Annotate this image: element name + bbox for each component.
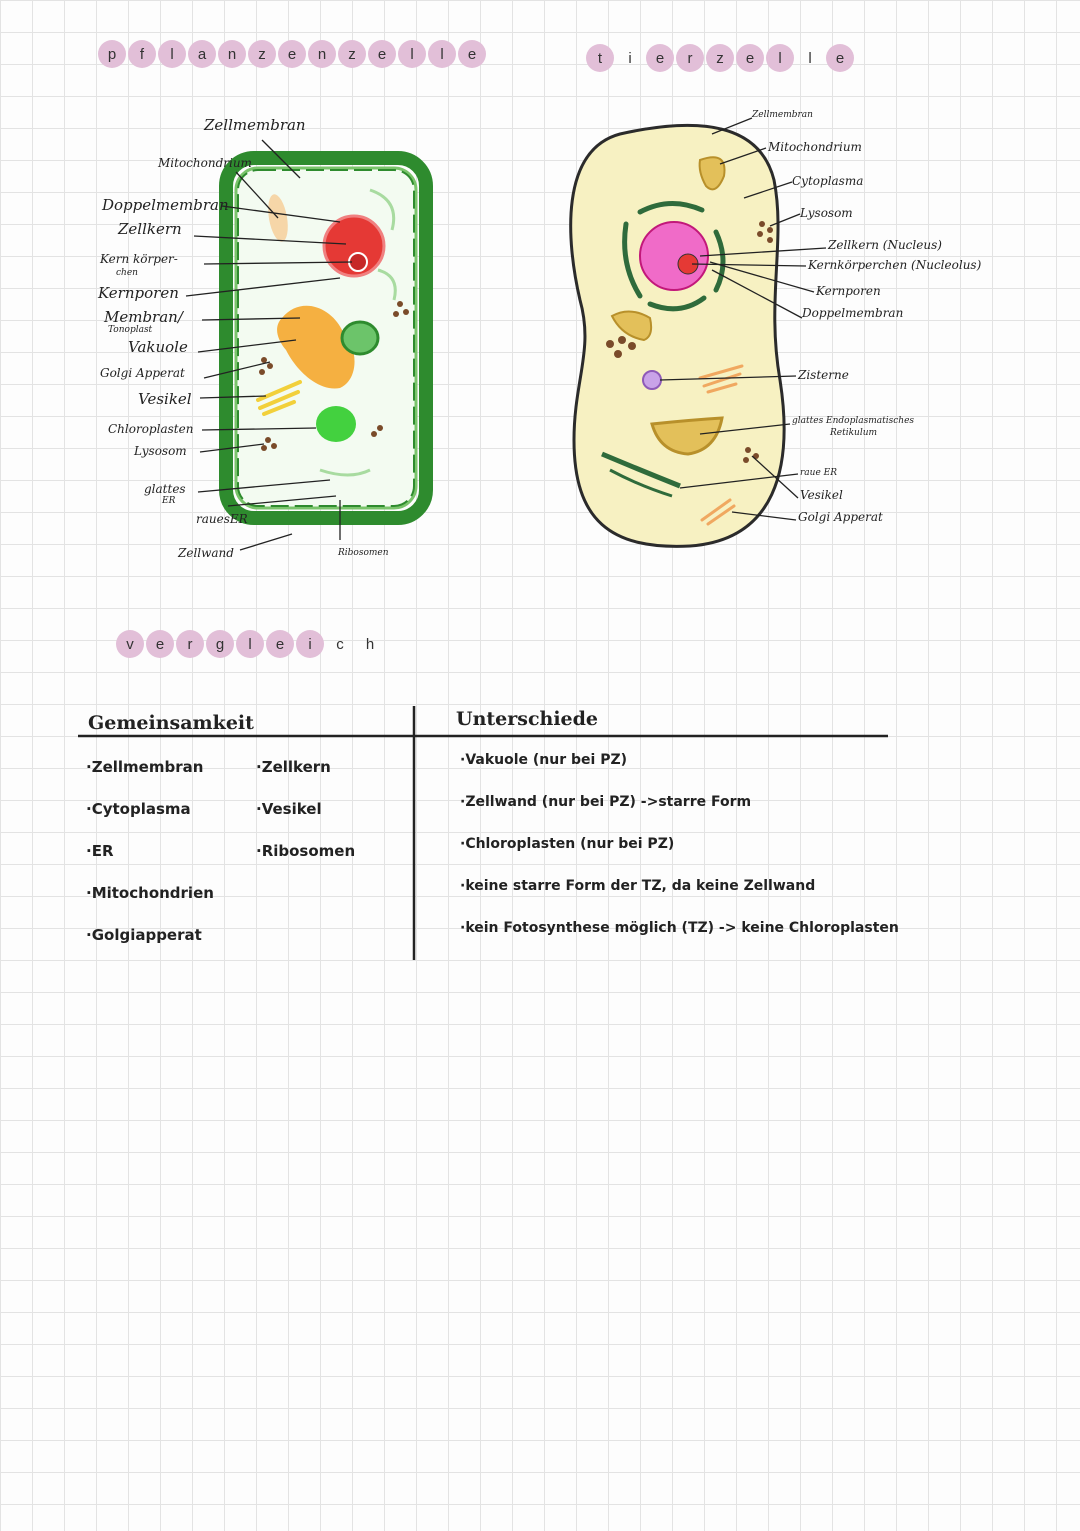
table-header-unterschiede: Unterschiede bbox=[456, 708, 599, 730]
plant-chloroplast bbox=[342, 322, 378, 354]
plant-label-kernkoerperchen: Kern körper- bbox=[100, 252, 178, 266]
animal-label-kernkoerperchen: Kernkörperchen (Nucleolus) bbox=[808, 258, 982, 272]
animal-label-zellkern: Zellkern (Nucleus) bbox=[828, 238, 942, 252]
title-animal-letter: e bbox=[646, 44, 674, 72]
plant-label-chloroplasten: Chloroplasten bbox=[108, 422, 194, 436]
plant-label-tonoplast: Tonoplast bbox=[108, 325, 153, 335]
difference-item: ·Chloroplasten (nur bei PZ) bbox=[460, 836, 675, 852]
animal-label-lysosom: Lysosom bbox=[800, 206, 853, 220]
title-plant-letter: n bbox=[218, 40, 246, 68]
title-animal-letter: l bbox=[766, 44, 794, 72]
common-item: ·Vesikel bbox=[256, 800, 322, 818]
title-animal-letter: r bbox=[676, 44, 704, 72]
plant-label-kernporen: Kernporen bbox=[98, 284, 179, 302]
title-animal-letter: l bbox=[808, 49, 812, 67]
plant-label-kernkoerperchen-2: chen bbox=[116, 268, 138, 278]
title-compare-letter: v bbox=[116, 630, 144, 658]
title-animal-letter: i bbox=[628, 49, 632, 67]
animal-label-glattes-er: glattes Endoplasmatisches bbox=[792, 416, 915, 426]
animal-label-kernporen: Kernporen bbox=[816, 284, 881, 298]
title-animal-letter: e bbox=[736, 44, 764, 72]
common-item: ·Zellkern bbox=[256, 758, 331, 776]
animal-label-zisterne: Zisterne bbox=[798, 368, 849, 382]
title-animal-letter: t bbox=[586, 44, 614, 72]
animal-cell-diagram bbox=[571, 118, 826, 546]
animal-label-zellmembran: Zellmembran bbox=[752, 110, 813, 120]
title-plant-letter: l bbox=[398, 40, 426, 68]
plant-label-raues-er: rauesER bbox=[196, 512, 248, 526]
title-compare-letter: c bbox=[336, 635, 344, 653]
plant-label-zellmembran: Zellmembran bbox=[204, 116, 306, 134]
plant-label-doppelmembran: Doppelmembran bbox=[102, 196, 229, 214]
title-compare-letter: i bbox=[296, 630, 324, 658]
plant-label-mitochondrium: Mitochondrium bbox=[158, 156, 252, 170]
plant-label-vesikel: Vesikel bbox=[138, 390, 192, 408]
common-item: ·Golgiapperat bbox=[86, 926, 202, 944]
plant-label-glattes-er: glattes bbox=[144, 482, 186, 496]
title-plant-letter: z bbox=[248, 40, 276, 68]
difference-item: ·keine starre Form der TZ, da keine Zellwand bbox=[460, 878, 816, 894]
common-item: ·Ribosomen bbox=[256, 842, 356, 860]
title-compare-letter: r bbox=[176, 630, 204, 658]
title-plant-letter: p bbox=[98, 40, 126, 68]
common-item: ·ER bbox=[86, 842, 114, 860]
title-plant-letter: z bbox=[338, 40, 366, 68]
title-compare-letter: e bbox=[266, 630, 294, 658]
plant-label-golgi: Golgi Apperat bbox=[100, 366, 185, 380]
title-compare-letter: g bbox=[206, 630, 234, 658]
plant-chloroplast bbox=[316, 406, 356, 442]
animal-nucleus bbox=[640, 222, 708, 290]
title-plant-letter: l bbox=[428, 40, 456, 68]
plant-label-ribosomen: Ribosomen bbox=[338, 548, 389, 558]
title-plant-letter: e bbox=[368, 40, 396, 68]
title-plant-letter: e bbox=[458, 40, 486, 68]
plant-label-membran: Membran/ bbox=[104, 308, 183, 326]
title-plant-letter: a bbox=[188, 40, 216, 68]
title-animal-letter: z bbox=[706, 44, 734, 72]
animal-label-glattes-er-2: Retikulum bbox=[830, 428, 878, 438]
difference-item: ·kein Fotosynthese möglich (TZ) -> keine Chloroplasten bbox=[460, 920, 899, 936]
difference-item: ·Zellwand (nur bei PZ) ->starre Form bbox=[460, 794, 752, 810]
plant-label-zellkern: Zellkern bbox=[118, 220, 182, 238]
common-item: ·Mitochondrien bbox=[86, 884, 214, 902]
plant-label-lysosom: Lysosom bbox=[134, 444, 187, 458]
title-plant-letter: e bbox=[278, 40, 306, 68]
common-item: ·Cytoplasma bbox=[86, 800, 191, 818]
title-plant-letter: f bbox=[128, 40, 156, 68]
plant-label-zellwand: Zellwand bbox=[178, 546, 234, 560]
common-item: ·Zellmembran bbox=[86, 758, 204, 776]
table-header-gemeinsamkeit: Gemeinsamkeit bbox=[88, 712, 254, 734]
title-compare-letter: l bbox=[236, 630, 264, 658]
animal-label-mitochondrium: Mitochondrium bbox=[768, 140, 862, 154]
plant-label-vakuole: Vakuole bbox=[128, 338, 188, 356]
title-plant-letter: l bbox=[158, 40, 186, 68]
animal-label-cytoplasma: Cytoplasma bbox=[792, 174, 864, 188]
animal-label-vesikel: Vesikel bbox=[800, 488, 843, 502]
animal-label-doppelmembran: Doppelmembran bbox=[802, 306, 904, 320]
title-plant-letter: n bbox=[308, 40, 336, 68]
title-compare-letter: e bbox=[146, 630, 174, 658]
animal-label-raues-er: raue ER bbox=[800, 468, 837, 478]
title-animal-letter: e bbox=[826, 44, 854, 72]
animal-label-golgi: Golgi Apperat bbox=[798, 510, 883, 524]
difference-item: ·Vakuole (nur bei PZ) bbox=[460, 752, 628, 768]
title-compare-letter: h bbox=[365, 635, 375, 653]
plant-label-glattes-er-2: ER bbox=[162, 496, 176, 506]
